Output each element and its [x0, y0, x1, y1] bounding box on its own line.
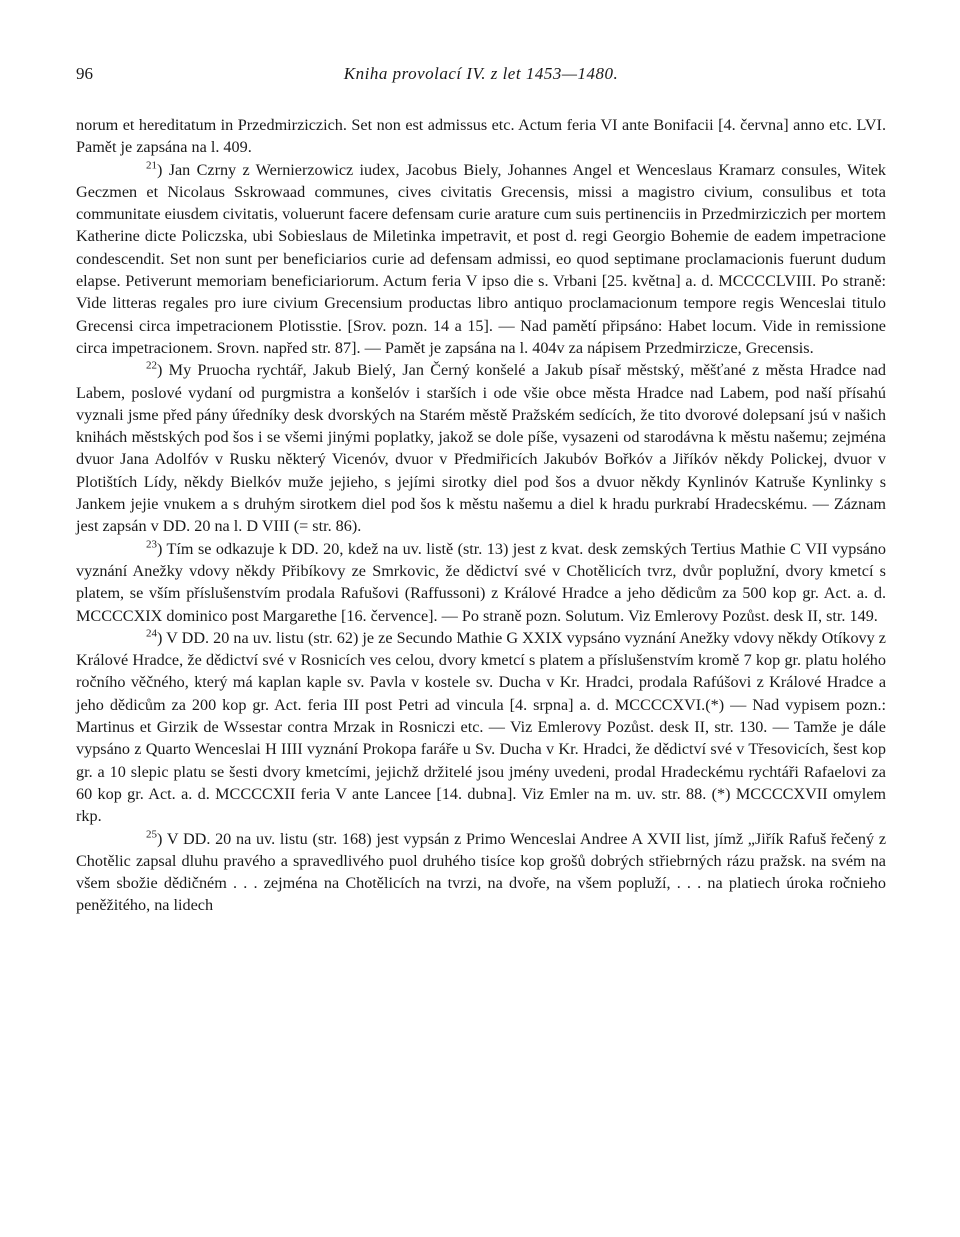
footnote-number: 23 [146, 538, 157, 551]
footnote-24: $^{24}$) V DD. 20 na uv. listu (str. 62) je ze Secundo Mathie G XXIX vypsáno vyznání Anežky vdovy někdy Otíkovy z Králové Hradce, že dědictví své v Rosnicích ves celou, dvory kmetcí s platem a příslušenstvím kromě 7 kop gr. platu holého ročního věčného, který má kaplan kaple sv. Pavla v kostele sv. Ducha v Kr. Hradci, prodala Rafúšovi z Králové Hradce a jeho dědicům za 200 kop gr. Act. feria III post Petri ad vincula [4. srpna] a. d. MCCCCXVI.(*) — Nad vypisem pozn.: Martinus et Girzik de Wssestar contra Mrzak in Rosniczi etc. — Viz Emlerovy Pozůst. desk II, str. 130. — Tamže je dále vypsáno z Quarto Wenceslai H IIII vyznání Prokopa faráře u Sv. Ducha v Kr. Hradci, že dědictví své v Třesovicích, šest kop gr. a 10 slepic platu se šesti dvory kmetcími, jejichž držitelé jsou jmény uvedeni, prodal Hradeckému rychtáři Rafaelovi za 60 kop gr. Act. a. d. MCCCCXII feria V ante Lancee [14. dubna]. Viz Emler na m. uv. str. 88. (*) MCCCCXVII omylem rkp. [76, 627, 886, 826]
running-title: Kniha provolací IV. z let 1453—1480. [343, 64, 619, 83]
footnote-number: 21 [146, 159, 157, 172]
paragraph-text: Tím se odkazuje k DD. 20, kdež na uv. listě (str. 13) jest z kvat. desk zemských Tertius Mathie C VII vypsáno vyznání Anežky vdovy někdy Přibíkovy ze Smrkovic, že dědictví své v Chotělicích tvrz, dvůr poplužní, dvory kmetcí s platem, se vším příslušenstvím prodala Rafušovi (Raffussoni) z Králové Hradce a jeho dědicům za 500 kop gr. Act. a. d. MCCCCXIX dominico post Margarethe [16. července]. — Po straně pozn. Solutum. Viz Emlerovy Pozůst. desk II, str. 149. [76, 539, 886, 625]
paragraph-text: V DD. 20 na uv. listu (str. 168) jest vypsán z Primo Wenceslai Andree A XVII list, jímž „Jiřík Rafuš řečený z Chotělic zapsal dluhu pravého a spravedlivého puol druhého tisíce kop grošů dobrých střiebrných rázu pražsk. na svém na všem sbožie dědičném . . . zejména na Chotělicích na tvrzi, na dvoře, na všem popluží, . . . na platiech úroka ročnieho peněžitého, na lidech [76, 829, 887, 915]
page-body [76, 114, 886, 917]
footnote-25: $^{25}$) V DD. 20 na uv. listu (str. 168) jest vypsán z Primo Wenceslai Andree A XVII list, jímž „Jiřík Rafuš řečený z Chotělic zapsal dluhu pravého a spravedlivého puol druhého tisíce kop grošů dobrých střiebrných rázu pražsk. na svém na všem sbožie dědičném . . . zejména na Chotělicích na tvrzi, na dvoře, na všem popluží, . . . na platiech úroka ročnieho peněžitého, na lidech [76, 828, 887, 915]
footnote-21: $^{21}$) Jan Czrny z Wernierzowicz iudex, Jacobus Biely, Johannes Angel et Wenceslaus Kramarz consules, Witek Geczmen et Nicolaus Sskrowaad communes, cives civitatis Grecensis, missi a magistro civium, consulibus et tota communitate eiusdem civitatis, voluerunt facere defensam curie arature cum suis pertinenciis in Przedmirziczich per mortem Katherine dicte Policzska, ubi Sobieslaus de Miletinka impetravit, et post d. regi Georgio Bohemie de eadem impetracione condescendit. Set non sunt per beneficiarios curie ad defensam admissi, eo quod septimane proclamacionis fuerunt dudum elapse. Petiverunt memoriam beneficiariorum. Actum feria V ipso die s. Vrbani [25. května] a. d. MCCCCLVIII. Po straně: Vide litteras regales pro iure civium Grecensium productas libro antiquo proclamacionum tempore regis Wenceslai titulo Grecensi circa impetracionem Plotisstie. [Srov. pozn. 14 a 15]. — Nad pamětí připsáno: Habet locum. Vide in remissione circa impetracionem. Srovn. napřed str. 87]. — Pamět je zapsána na l. 404v za nápisem Przedmirzicze, Grecensis. [76, 159, 887, 357]
footnote-23: $^{23}$) Tím se odkazuje k DD. 20, kdež na uv. listě (str. 13) jest z kvat. desk zemských Tertius Mathie C VII vypsáno vyznání Anežky vdovy někdy Přibíkovy ze Smrkovic, že dědictví své v Chotělicích tvrz, dvůr poplužní, dvory kmetcí s platem, se vším příslušenstvím prodala Rafušovi (Raffussoni) z Králové Hradce a jeho dědicům za 500 kop gr. Act. a. d. MCCCCXIX dominico post Margarethe [16. července]. — Po straně pozn. Solutum. Viz Emlerovy Pozůst. desk II, str. 149. [76, 538, 886, 625]
footnote-22: $^{22}$) My Pruocha rychtář, Jakub Bielý, Jan Černý konšelé a Jakub písař městský, měšťané z města Hradce nad Labem, poslové vydaní od purgmistra a konšelóv i starších i ode všie obce města Hradce nad Labem, pod naší přísahú vyznali jsme před pány úředníky desk dvorských na Starém městě Pražském sedících, že tito dvorové dolepsaní jsú v našich knihách městských pod šos i se všemi jinými poplatky, jakož se dole píše, vysazeni od starodávna k městu našemu; zejména dvuor Jana Adolfóv v Rusku některý Vicenóv, dvuor v Předmiřicích Jakubóv Bořkóv a Jiříkóv někdy Polickej, dvuor v Plotištích Lídy, někdy Bielkóv muže jejieho, s jejími sirotky diel pod šos a dvuor někdy Kynlinóv Katruše Kynlinky s Jankem jejie vnukem a s druhým sirotkem diel pod šos k městu našemu a diel k hradu purkrabí Hradecskému. — Záznam jest zapsán v DD. 20 na l. D VIII (= str. 86). [76, 359, 887, 536]
footnote-number: 25 [146, 828, 157, 841]
page-header [76, 64, 886, 90]
continuation-paragraph [76, 114, 886, 159]
paragraph-text: Jan Czrny z Wernierzowicz iudex, Jacobus Biely, Johannes Angel et Wenceslaus Kramarz consules, Witek Geczmen et Nicolaus Sskrowaad communes, cives civitatis Grecensis, missi a magistro civium, consulibus et tota communitate eiusdem civitatis, voluerunt facere defensam curie arature cum suis pertinenciis in Przedmirziczich per mortem Katherine dicte Policzska, ubi Sobieslaus de Miletinka impetravit, et post d. regi Georgio Bohemie de eadem impetracione condescendit. Set non sunt per beneficiarios curie ad defensam admissi, eo quod septimane proclamacionis fuerunt dudum elapse. Petiverunt memoriam beneficiariorum. Actum feria V ipso die s. Vrbani [25. května] a. d. MCCCCLVIII. Po straně: Vide litteras regales pro iure civium Grecensium productas libro antiquo proclamacionum tempore regis Wenceslai titulo Grecensi circa impetracionem Plotisstie. [Srov. pozn. 14 a 15]. — Nad pamětí připsáno: Habet locum. Vide in remissione circa impetracionem. Srovn. napřed str. 87]. — Pamět je zapsána na l. 404v za nápisem Przedmirzicze, Grecensis. [76, 160, 887, 357]
footnote-number: 22 [146, 359, 157, 372]
paragraph-text: norum et hereditatum in Przedmirziczich. Set non est admissus etc. Actum feria VI ante Bonifacii [4. června] anno etc. LVI. Pamět je zapsána na l. 409. [76, 116, 886, 157]
footnote-number: 24 [146, 627, 157, 640]
paragraph-text: V DD. 20 na uv. listu (str. 62) je ze Secundo Mathie G XXIX vypsáno vyznání Anežky vdovy někdy Otíkovy z Králové Hradce, že dědictví své v Rosnicích ves celou, dvory kmetcí s platem a příslušenstvím kromě 7 kop gr. platu holého ročního věčného, který má kaplan kaple sv. Pavla v kostele sv. Ducha v Kr. Hradci, prodala Rafúšovi z Králové Hradce a jeho dědicům za 200 kop gr. Act. feria III post Petri ad vincula [4. srpna] a. d. MCCCCXVI.(*) — Nad vypisem pozn.: Martinus et Girzik de Wssestar contra Mrzak in Rosniczi etc. — Viz Emlerovy Pozůst. desk II, str. 130. — Tamže je dále vypsáno z Quarto Wenceslai H IIII vyznání Prokopa faráře u Sv. Ducha v Kr. Hradci, že dědictví své v Třesovicích, šest kop gr. a 10 slepic platu se šesti dvory kmetcími, jejichž držitelé jsou jmény uvedeni, prodal Hradeckému rychtáři Rafaelovi za 60 kop gr. Act. a. d. MCCCCXII feria V ante Lancee [14. dubna]. Viz Emler na m. uv. str. 88. (*) MCCCCXVII omylem rkp. [76, 628, 886, 826]
paragraph-text: My Pruocha rychtář, Jakub Bielý, Jan Černý konšelé a Jakub písař městský, měšťané z města Hradce nad Labem, poslové vydaní od purgmistra a konšelóv i starších i ode všie obce města Hradce nad Labem, pod naší přísahú vyznali jsme před pány úředníky desk dvorských na Starém městě Pražském sedících, že tito dvorové dolepsaní jsú v našich knihách městských pod šos i se všemi jinými poplatky, jakož se dole píše, vysazeni od starodávna k městu našemu; zejména dvuor Jana Adolfóv v Rusku některý Vicenóv, dvuor v Předmiřicích Jakubóv Bořkóv a Jiříkóv někdy Polickej, dvuor v Plotištích Lídy, někdy Bielkóv muže jejieho, s jejími sirotky diel pod šos a dvuor někdy Kynlinóv Katruše Kynlinky s Jankem jejie vnukem a s druhým sirotkem diel pod šos k městu našemu a diel k hradu purkrabí Hradecskému. — Záznam jest zapsán v DD. 20 na l. D VIII (= str. 86). [76, 361, 887, 536]
page-number: 96 [76, 64, 93, 83]
